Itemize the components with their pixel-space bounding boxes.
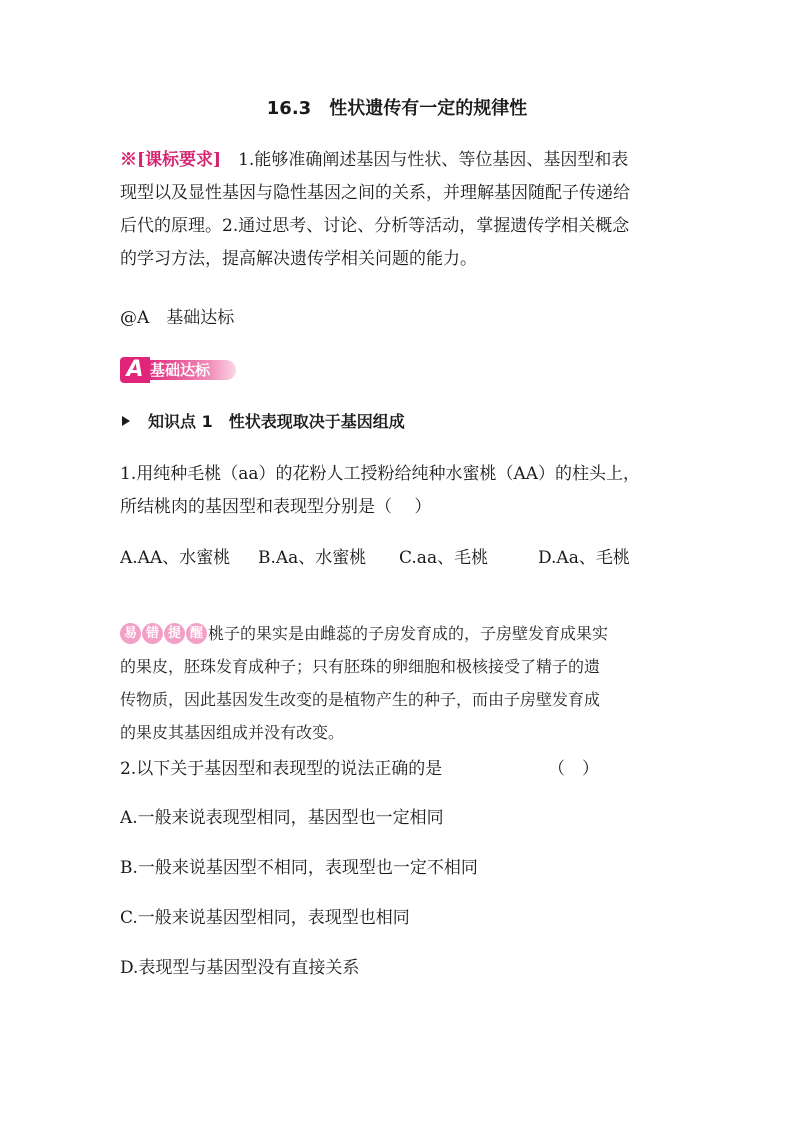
q2-option-c: C.一般来说基因型相同，表现型也相同 [120, 908, 410, 928]
q1-option-a: A.AA、水蜜桃 [120, 548, 231, 568]
requirements-line-4: 的学习方法，提高解决遗传学相关问题的能力。 [120, 249, 477, 269]
page-title: 16.3 性状遗传有一定的规律性 [266, 98, 528, 119]
tip-line-4: 的果皮其基因组成并没有改变。 [120, 723, 345, 742]
error-tip-badge [120, 623, 207, 643]
q1-stem-line-1: 1.用纯种毛桃（aa）的花粉人工授粉给纯种水蜜桃（AA）的柱头上， [120, 464, 641, 484]
requirements-line-3: 后代的原理。2.通过思考、讨论、分析等活动，掌握遗传学相关概念 [120, 216, 630, 236]
section-heading: @A 基础达标 [120, 308, 235, 328]
tip-line-3: 传物质，因此基因发生改变的是植物产生的种子，而由子房壁发育成 [120, 690, 601, 709]
triangle-bullet-icon [122, 416, 130, 426]
tip-char: 醒 [186, 623, 207, 644]
requirements-line-2: 现型以及显性基因与隐性基因之间的关系，并理解基因随配子传递给 [120, 183, 630, 203]
badge-letter: A [120, 357, 150, 383]
requirements-text-1: 1.能够准确阐述基因与性状、等位基因、基因型和表 [221, 150, 629, 170]
q2-option-b: B.一般来说基因型不相同，表现型也一定不相同 [120, 858, 478, 878]
tip-line-1: 桃子的果实是由雌蕊的子房发育成的，子房壁发育成果实 [208, 624, 609, 643]
tip-line-2: 的果皮，胚珠发育成种子；只有胚珠的卵细胞和极核接受了精子的遗 [120, 657, 601, 676]
q2-option-d: D.表现型与基因型没有直接关系 [120, 958, 360, 978]
tip-char: 提 [164, 623, 185, 644]
badge-text: 基础达标 [144, 360, 236, 380]
q2-answer-blank: （ ） [548, 759, 599, 779]
requirements-line-1 [120, 148, 628, 172]
q1-option-b: B.Aa、水蜜桃 [258, 548, 367, 568]
basic-level-badge [120, 357, 238, 383]
q2-option-a: A.一般来说表现型相同，基因型也一定相同 [120, 808, 444, 828]
q1-option-c: C.aa、毛桃 [399, 548, 489, 568]
q1-option-d: D.Aa、毛桃 [538, 548, 630, 568]
requirements-tag: ※[课标要求] [120, 150, 222, 170]
knowledge-point-heading: 知识点 1 性状表现取决于基因组成 [148, 412, 405, 431]
tip-char: 错 [142, 623, 163, 644]
q1-stem-line-2: 所结桃肉的基因型和表现型分别是（ ） [120, 497, 432, 517]
tip-char: 易 [120, 623, 141, 644]
q2-stem: 2.以下关于基因型和表现型的说法正确的是 [120, 759, 443, 779]
